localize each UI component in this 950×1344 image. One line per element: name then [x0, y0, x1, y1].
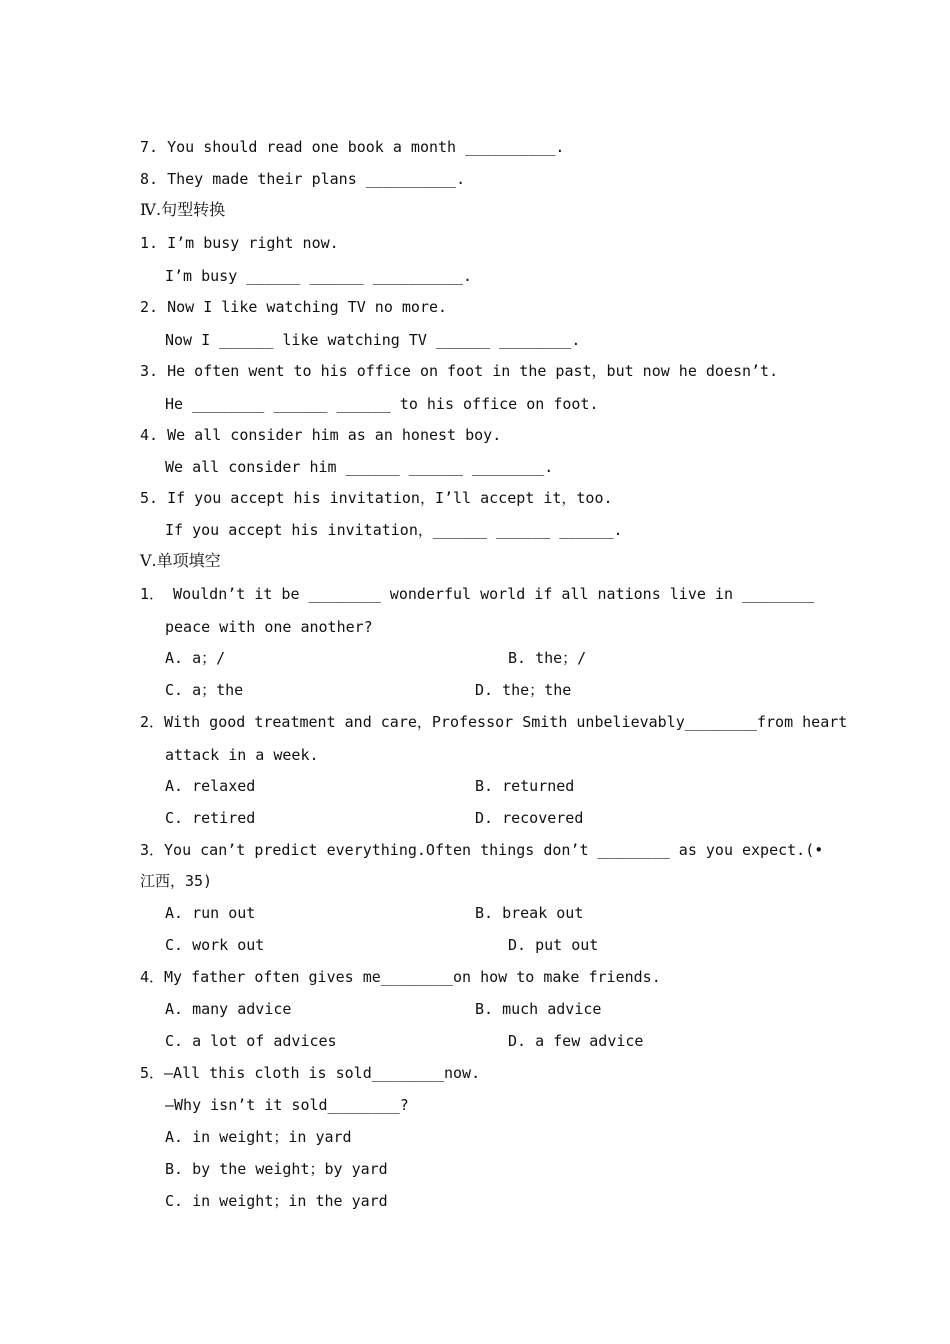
mc-5-option-c: C. in weight；in the yard	[165, 1192, 388, 1210]
mc-1-option-c: C. a；the	[165, 681, 244, 699]
transform-5-question: 5. If you accept his invitation，I’ll accept it，too.	[140, 489, 613, 507]
transform-4-answer: We all consider him ______ ______ ________.	[165, 458, 554, 476]
section-4-heading: Ⅳ.句型转换	[140, 200, 226, 219]
mc-3-stem: 3．You can’t predict everything.Often things don’t ________ as you expect.(•	[140, 841, 824, 859]
mc-4-option-c: C. a lot of advices	[165, 1032, 337, 1050]
mc-1-option-a: A. a；/	[165, 649, 226, 667]
mc-5-stem: 5．—All this cloth is sold________now.	[140, 1064, 481, 1082]
mc-4-option-d: D. a few advice	[508, 1032, 644, 1050]
transform-1-question: 1. I’m busy right now.	[140, 234, 339, 252]
mc-2-option-a: A. relaxed	[165, 777, 256, 795]
mc-5-option-b: B. by the weight；by yard	[165, 1160, 388, 1178]
question-8: 8. They made their plans __________.	[140, 170, 466, 188]
question-7: 7. You should read one book a month __________.	[140, 138, 565, 156]
mc-1-option-d: D. the；the	[475, 681, 572, 699]
mc-3-option-d: D. put out	[508, 936, 599, 954]
transform-2-answer: Now I ______ like watching TV ______ ________.	[165, 331, 581, 349]
transform-3-answer: He ________ ______ ______ to his office on foot.	[165, 395, 599, 413]
transform-3-question: 3. He often went to his office on foot in the past，but now he doesn’t.	[140, 362, 779, 380]
mc-2-option-b: B. returned	[475, 777, 575, 795]
mc-2-option-d: D. recovered	[475, 809, 584, 827]
transform-2-question: 2. Now I like watching TV no more.	[140, 298, 448, 316]
mc-4-option-b: B. much advice	[475, 1000, 602, 1018]
mc-1-option-b: B. the；/	[508, 649, 587, 667]
mc-3-option-c: C. work out	[165, 936, 265, 954]
mc-2-stem: 2．With good treatment and care，Professor Smith unbelievably________from heart	[140, 713, 848, 731]
section-5-heading: Ⅴ.单项填空	[140, 551, 221, 570]
mc-3-source: 江西，35)	[140, 872, 213, 890]
mc-4-option-a: A. many advice	[165, 1000, 292, 1018]
mc-4-stem: 4．My father often gives me________on how to make friends.	[140, 968, 661, 986]
mc-5-stem-cont: —Why isn’t it sold________?	[165, 1096, 409, 1114]
transform-5-answer: If you accept his invitation，______ ______ ______.	[165, 521, 623, 539]
transform-4-question: 4. We all consider him as an honest boy.	[140, 426, 502, 444]
mc-2-stem-cont: attack in a week.	[165, 746, 319, 764]
mc-3-option-a: A. run out	[165, 904, 256, 922]
mc-3-option-b: B. break out	[475, 904, 584, 922]
mc-1-stem: 1． Wouldn’t it be ________ wonderful world if all nations live in ________	[140, 585, 815, 603]
mc-1-stem-cont: peace with one another?	[165, 618, 373, 636]
mc-5-option-a: A. in weight；in yard	[165, 1128, 352, 1146]
transform-1-answer: I’m busy ______ ______ __________.	[165, 267, 473, 285]
mc-2-option-c: C. retired	[165, 809, 256, 827]
